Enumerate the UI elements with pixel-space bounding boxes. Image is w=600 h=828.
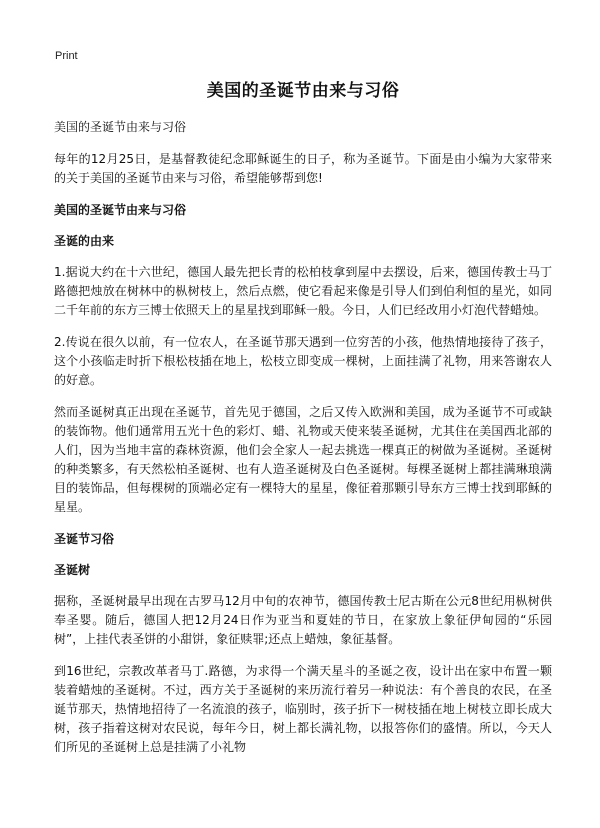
- origin-paragraph-3: 然而圣诞树真正出现在圣诞节，首先见于德国，之后又传入欧洲和美国，成为圣诞节不可或缺的装饰物。他们通常用五光十色的彩灯、蜡、礼物或天使来装圣诞树，尤其住在美国西北部的人们，因为当地丰富的森林资源，他们会全家人一起去挑选一棵真正的树做为圣诞树。圣诞树的种类繁多，有天然松柏圣诞树、也有人造圣诞树及白色圣诞树。每棵圣诞树上都挂满琳琅满目的装饰品，但每棵树的顶端必定有一棵特大的星星，像征着那颗引导东方三博士找到耶稣的星星。: [54, 405, 552, 514]
- origin-paragraph-1: 1.据说大约在十六世纪，德国人最先把长青的松柏枝拿到屋中去摆设，后来，德国传教士马丁路德把烛放在树林中的枞树枝上，然后点燃，使它看起来像是引导人们到伯利恒的星光，如同二千年前的东方三博士依照天上的星星找到耶稣一般。今日，人们已经改用小灯泡代替蜡烛。: [54, 265, 552, 317]
- intro-paragraph: 每年的12月25日，是基督教徒纪念耶稣诞生的日子，称为圣诞节。下面是由小编为大家带来的关于美国的圣诞节由来与习俗，希望能够帮到您!: [54, 152, 552, 185]
- section-heading-origin-customs: 美国的圣诞节由来与习俗: [54, 203, 187, 217]
- page-title: 美国的圣诞节由来与习俗: [206, 81, 400, 101]
- subheading-christmas-tree: 圣诞树: [54, 563, 91, 577]
- print-link[interactable]: Print: [55, 50, 78, 62]
- origin-paragraph-2: 2.传说在很久以前，有一位农人，在圣诞节那天遇到一位穷苦的小孩，他热情地接待了孩子，这个小孩临走时折下根松枝插在地上，松枝立即变成一棵树，上面挂满了礼物，用来答谢农人的好意。: [54, 335, 552, 387]
- tree-paragraph-2: 到16世纪，宗教改革者马丁.路德，为求得一个满天星斗的圣诞之夜，设计出在家中布置一颗装着蜡烛的圣诞树。不过，西方关于圣诞树的来历流行着另一种说法：有个善良的农民，在圣诞节那天，热情地招待了一名流浪的孩子，临别时，孩子折下一树枝插在地上树枝立即长成大树，孩子指着这树对农民说，每年今日，树上都长满礼物，以报答你们的盛情。所以，今天人们所见的圣诞树上总是挂满了小礼物: [54, 664, 552, 754]
- document-body: [54, 78, 552, 770]
- article-subtitle: 美国的圣诞节由来与习俗: [54, 120, 187, 134]
- section-heading-customs: 圣诞节习俗: [54, 532, 115, 546]
- tree-paragraph-1: 据称，圣诞树最早出现在古罗马12月中旬的农神节，德国传教士尼古斯在公元8世纪用枞树供奉圣婴。随后，德国人把12月24日作为亚当和夏娃的节日，在家放上象征伊甸园的“乐园树”，上挂代表圣饼的小甜饼，象征赎罪;还点上蜡烛，象征基督。: [54, 594, 552, 646]
- subheading-origin: 圣诞的由来: [54, 234, 115, 248]
